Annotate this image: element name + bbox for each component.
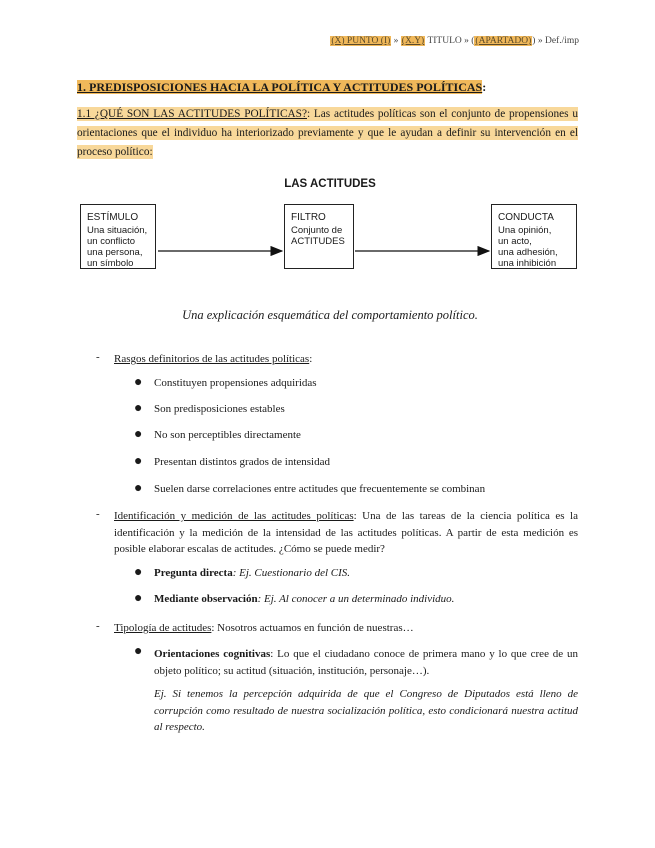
actitudes-diagram <box>80 178 580 328</box>
box-line: un símbolo <box>87 258 134 269</box>
intro-paragraph <box>77 105 578 162</box>
box-line: ACTITUDES <box>291 236 345 247</box>
bullet-icon: ● <box>134 481 143 496</box>
box-line: Conjunto de <box>291 225 343 236</box>
list-item-bold: Mediante observación <box>154 593 258 605</box>
bullet-icon: ● <box>134 644 143 659</box>
breadcrumb-xy[interactable]: (X.Y) <box>401 36 425 46</box>
bullet-icon: ● <box>134 401 143 416</box>
breadcrumb-titulo: TITULO <box>427 36 462 46</box>
list-item-text: No son perceptibles directamente <box>154 429 301 441</box>
tipologia-text: : Nosotros actuamos en función de nuestras… <box>211 622 414 634</box>
breadcrumb-punto[interactable]: (X) PUNTO (I) <box>331 36 391 46</box>
diagram-title: LAS ACTITUDES <box>284 178 376 190</box>
list-item-bold: Pregunta directa <box>154 567 233 579</box>
list-item-text: Suelen darse correlaciones entre actitudes que frecuentemente se combinan <box>154 483 486 495</box>
dash-marker: - <box>96 620 100 632</box>
example-text: Ej. Si tenemos la percepción adquirida de que el Congreso de Diputados está lleno de corrupción como resultado de nuestra socialización política, esto condicionará nuestra actitud al respecto. <box>154 688 578 733</box>
box-estimulo-title: ESTÍMULO <box>87 212 139 223</box>
rasgos-suffix: : <box>309 353 313 365</box>
box-line: Una opinión, <box>498 225 552 236</box>
list-item-italic: : Ej. Al conocer a un determinado individuo. <box>257 593 455 605</box>
list-item-text: Son predisposiciones estables <box>154 403 285 415</box>
bullet-icon: ● <box>134 375 143 390</box>
rasgos-title: Rasgos definitorios de las actitudes políticas <box>114 353 310 365</box>
box-estimulo <box>80 204 156 269</box>
bullet-icon: ● <box>134 565 143 580</box>
identificacion-text: : Una de las tareas de la ciencia política es la identificación y la medición de la intensidad de las actitudes políticas. A partir de esta medición es posible elaborar escalas de actitudes. ¿Cómo se puede medir? <box>114 510 578 555</box>
box-line: una inhibición <box>498 258 557 269</box>
box-line: un conflicto <box>87 236 136 247</box>
list-item-text: Constituyen propensiones adquiridas <box>154 377 317 389</box>
list-item-text: Presentan distintos grados de intensidad <box>154 456 330 468</box>
box-filtro <box>284 204 354 269</box>
breadcrumb-apartado[interactable]: (APARTADO) <box>475 36 532 46</box>
box-conducta <box>491 204 577 269</box>
list-item-italic: : Ej. Cuestionario del CIS. <box>232 567 351 579</box>
breadcrumb-separator: » <box>464 36 469 46</box>
breadcrumb-separator: » <box>393 36 399 46</box>
box-conducta-title: CONDUCTA <box>498 212 554 223</box>
section-title-text: 1. PREDISPOSICIONES HACIA LA POLÍTICA Y ACTITUDES POLÍTICAS <box>77 80 483 94</box>
tipologia-title: Tipología de actitudes <box>114 622 212 634</box>
breadcrumb: (X) PUNTO (I) » (X.Y) TITULO » ((APARTADO)) » Def./imp <box>331 36 579 46</box>
list-item-text: : Lo que el ciudadano conoce de primera mano y lo que cree de un objeto político; su actitud (situación, institución, personaje…). <box>154 648 578 677</box>
list-item <box>134 646 578 679</box>
box-line: una persona, <box>87 247 143 258</box>
box-filtro-title: FILTRO <box>291 212 326 223</box>
box-line: una adhesión, <box>498 247 558 258</box>
breadcrumb-tail: » Def./imp <box>537 36 579 46</box>
section-title-suffix: : <box>482 80 487 94</box>
intro-text: : Las actitudes políticas son el conjunto de propensiones u orientaciones que el individuo ha interiorizado previamente y que le ayudan a definir su intervención en el proceso político: <box>77 108 578 158</box>
box-line: un acto, <box>498 236 532 247</box>
bullet-icon: ● <box>134 454 143 469</box>
identificacion-title: Identificación y medición de las actitudes políticas <box>114 510 354 522</box>
list-item-bold: Orientaciones cognitivas <box>154 648 271 660</box>
section-title <box>77 80 486 95</box>
box-line: Una situación, <box>87 225 148 236</box>
bullet-icon: ● <box>134 591 143 606</box>
dash-marker: - <box>96 508 100 520</box>
dash-marker: - <box>96 351 100 363</box>
diagram-caption: Una explicación esquemática del comportamiento político. <box>182 308 478 322</box>
bullet-icon: ● <box>134 427 143 442</box>
intro-label: 1.1 ¿QUÉ SON LAS ACTITUDES POLÍTICAS? <box>77 108 307 120</box>
